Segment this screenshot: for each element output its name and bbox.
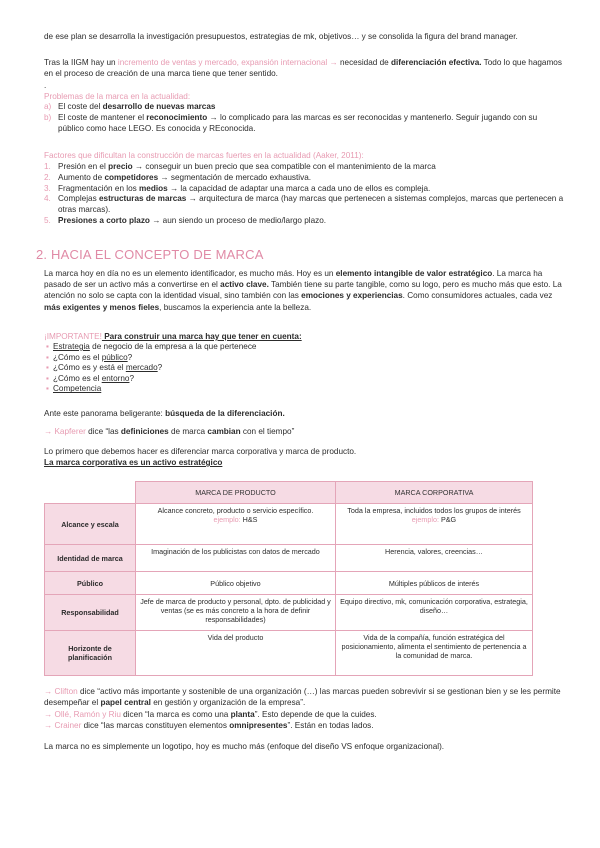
row-label: Alcance y escala — [45, 504, 136, 545]
item-text-post: ? — [157, 363, 163, 373]
factores-list — [44, 162, 564, 227]
list-marker: 5. — [44, 215, 51, 225]
item-underlined: entorno — [101, 373, 130, 383]
concepto-bold: emociones y experiencias — [301, 291, 403, 301]
intro-paragraph — [44, 31, 564, 42]
table-cell: Herencia, valores, creencias… — [335, 545, 532, 572]
example-value: H&S — [240, 515, 258, 524]
table-cell — [136, 504, 336, 545]
table-cell: Público objetivo — [136, 572, 336, 595]
problemas-title: Problemas de la marca en la actualidad: — [44, 92, 191, 101]
list-marker: b) — [44, 112, 52, 122]
importante-label: ¡IMPORTANTE! — [44, 332, 102, 341]
importante-bold: Para construir una marca hay que tener en cuenta: — [101, 332, 302, 341]
list-item — [44, 173, 564, 184]
arrow-icon: → — [44, 721, 55, 730]
example-label: ejemplo: — [213, 515, 241, 524]
author-name: Ollé, Ramón y Riu — [54, 710, 121, 719]
intro-text: de ese plan se desarrolla la investigación presupuestos, estrategias de mk, objetivos… y se consolida la figura del brand manager. — [44, 32, 518, 41]
concepto-text: . La marca ha pasado de ser un activo más a convertirse en el — [44, 269, 543, 290]
item-text-post: → segmentación de mercado exhaustiva. — [158, 172, 312, 182]
importante-list — [46, 342, 256, 395]
problemas-list — [44, 102, 564, 134]
primero-underlined: La marca corporativa es un activo estratégico — [44, 458, 223, 467]
item-bold: desarrollo de nuevas marcas — [102, 102, 216, 111]
clifton-paragraph — [44, 686, 568, 708]
item-text: Fragmentación en los — [58, 183, 140, 193]
concepto-text: La marca hoy en día no es un elemento identificador, es mucho más. Hoy es un — [44, 269, 336, 278]
final-line: La marca no es simplemente un logotipo, hoy es mucho más (enfoque del diseño VS enfoque organizacional). — [44, 742, 445, 751]
quote-text: ”. Están en todas lados. — [287, 721, 374, 730]
iigm-highlight: incremento de ventas y mercado, expansión internacional — [117, 58, 328, 67]
example-value: P&G — [438, 515, 457, 524]
list-item — [46, 384, 256, 395]
panorama-bold: búsqueda de la diferenciación. — [165, 409, 285, 418]
table-row — [45, 595, 533, 631]
item-text: El coste del — [58, 102, 103, 111]
list-item — [44, 162, 564, 173]
quote-bold: definiciones — [120, 427, 169, 436]
iigm-text-2: necesidad de — [339, 58, 391, 67]
item-bold: reconocimiento — [146, 112, 208, 122]
table-corner — [45, 482, 136, 504]
quote-text: de marca — [168, 427, 208, 436]
example-label: ejemplo: — [411, 515, 439, 524]
item-bold: precio — [108, 162, 133, 171]
item-text-post: → arquitectura de marca (hay marcas que pertenecen a sistemas complejos, marcas que pertenecen a otras marcas). — [58, 194, 564, 215]
item-text-post: → lo complicado para las marcas es ser reconocidas y mantenerlo. Seguir jugando con su público como hace LEGO. Es conocida y REconocida. — [58, 112, 538, 133]
concepto-paragraph — [44, 268, 564, 313]
column-header: MARCA DE PRODUCTO — [136, 482, 336, 504]
author-name: Clifton — [54, 687, 78, 696]
bullet-icon: ▪ — [46, 384, 49, 394]
item-underlined: Competencia — [53, 384, 102, 394]
quote-text: dice “las marcas constituyen elementos — [81, 721, 230, 730]
factores-title: Factores que dificultan la construcción de marcas fuertes en la actualidad (Aaker, 2011): — [44, 151, 364, 160]
item-text-post: → aun siendo un proceso de medio/largo plazo. — [149, 215, 327, 225]
list-item — [44, 216, 564, 227]
table-row — [45, 545, 533, 572]
item-text: ¿Cómo es el — [53, 373, 102, 383]
iigm-text-3: Todo lo que hagamos en el proceso de creación de una marca tiene que tener sentido. — [44, 58, 562, 79]
item-underlined: mercado — [125, 363, 158, 373]
row-label: Responsabilidad — [45, 595, 136, 631]
list-marker: 1. — [44, 162, 51, 171]
table-row — [45, 572, 533, 595]
primero-line: Lo primero que debemos hacer es diferenciar marca corporativa y marca de producto. — [44, 447, 357, 456]
item-text: Aumento de — [58, 172, 105, 182]
quote-bold: omnipresentes — [229, 721, 288, 730]
table-cell: Jefe de marca de producto y personal, dpto. de publicidad y ventas (se es más concreto a la hora de definir responsabilidades) — [136, 595, 336, 631]
quote-text: ”. Esto depende de que la cuides. — [254, 710, 377, 719]
iigm-bold: diferenciación efectiva. — [390, 58, 482, 67]
cell-text: Alcance concreto, producto o servicio específico. — [157, 506, 314, 515]
list-item — [44, 194, 564, 216]
item-text-post: ? — [127, 352, 133, 362]
iigm-paragraph — [44, 57, 564, 79]
concepto-bold: elemento intangible de valor estratégico — [335, 269, 493, 278]
table-row — [45, 631, 533, 676]
item-text: ¿Cómo es el — [53, 352, 102, 362]
quote-text: con el tiempo” — [240, 427, 295, 436]
table-cell — [335, 504, 532, 545]
iigm-text: Tras la IIGM hay un — [44, 58, 118, 67]
item-text-post: ? — [129, 373, 135, 383]
list-marker: a) — [44, 102, 52, 111]
table-cell: Múltiples públicos de interés — [335, 572, 532, 595]
table-header-row — [45, 482, 533, 504]
list-marker: 4. — [44, 194, 51, 204]
arrow-icon: → — [44, 710, 55, 719]
item-underlined: público — [101, 352, 128, 362]
bullet-icon: ▪ — [46, 363, 49, 373]
concepto-bold: activo clave. — [220, 280, 269, 290]
list-item — [44, 102, 564, 113]
item-bold: Presiones a corto plazo — [58, 215, 150, 225]
item-text: Presión en el — [58, 162, 109, 171]
list-item — [44, 113, 564, 135]
table-cell: Vida del producto — [136, 631, 336, 676]
table-cell: Vida de la compañía, función estratégica del posicionamiento, alimenta el sentimiento de pertenencia a la comunidad de marca. — [335, 631, 532, 676]
row-label: Horizonte de planificación — [45, 631, 136, 676]
quote-bold: cambian — [207, 427, 241, 436]
item-bold: estructuras de marcas — [98, 194, 187, 204]
kapferer-line — [44, 426, 294, 437]
list-item — [44, 184, 564, 195]
arrow-icon: → — [44, 427, 55, 436]
crainer-line — [44, 720, 374, 731]
concepto-text: . Como consumidores actuales, cada vez — [402, 291, 553, 301]
stray-dot: . — [44, 81, 47, 90]
list-marker: 2. — [44, 172, 51, 182]
bullet-icon: ▪ — [46, 373, 49, 383]
bullet-icon: ▪ — [46, 352, 49, 362]
comparison-table — [44, 481, 533, 676]
list-item — [46, 363, 256, 374]
quote-bold: planta — [230, 710, 255, 719]
row-label: Público — [45, 572, 136, 595]
quote-text: dicen “la marca es como una — [120, 710, 231, 719]
item-underlined: Estrategia — [53, 342, 90, 351]
item-text: El coste de mantener el — [58, 112, 147, 122]
list-item — [46, 342, 256, 353]
section-heading: 2. HACIA EL CONCEPTO DE MARCA — [36, 247, 264, 262]
quote-bold: papel central — [100, 698, 151, 708]
importante-line — [44, 331, 302, 342]
column-header: MARCA CORPORATIVA — [335, 482, 532, 504]
quote-text: dice “activo más importante y sostenible de una organización (…) las marcas pueden sobrevivir si se gestionan bien y se les permite desempeñar el — [44, 687, 561, 708]
item-text-post: → conseguir un buen precio que sea compatible con el mantenimiento de la marca — [132, 162, 436, 171]
olle-line — [44, 709, 377, 720]
arrow-icon: → — [44, 687, 55, 696]
panorama-text: Ante este panorama beligerante: — [44, 409, 166, 418]
bullet-icon: ▪ — [46, 342, 49, 351]
author-name: Kapferer — [54, 427, 86, 436]
item-text: Complejas — [58, 194, 99, 204]
item-bold: medios — [139, 183, 168, 193]
item-bold: competidores — [104, 172, 159, 182]
item-text-post: de negocio de la empresa a la que pertenece — [89, 342, 257, 351]
concepto-text: También tiene su parte tangible, como su logo, pero es mucho más que esto. La atención no solo se capta con la identidad visual, sino también con las — [44, 280, 562, 301]
arrow-icon: → — [327, 58, 340, 67]
concepto-text: , buscamos la experiencia ante la belleza. — [159, 302, 312, 312]
table-cell: Equipo directivo, mk, comunicación corporativa, estrategia, diseño… — [335, 595, 532, 631]
author-name: Crainer — [54, 721, 82, 730]
cell-text: Toda la empresa, incluidos todos los grupos de interés — [347, 506, 521, 515]
item-text-post: → la capacidad de adaptar una marca a cada uno de ellos es compleja. — [167, 183, 431, 193]
concepto-bold: más exigentes y menos fieles — [44, 302, 160, 312]
table-cell: Imaginación de los publicistas con datos de mercado — [136, 545, 336, 572]
quote-text: en gestión y organización de la empresa”. — [150, 698, 306, 708]
list-item — [46, 353, 256, 364]
panorama-line — [44, 408, 285, 419]
table-row — [45, 504, 533, 545]
list-marker: 3. — [44, 183, 51, 193]
list-item — [46, 374, 256, 385]
row-label: Identidad de marca — [45, 545, 136, 572]
quote-text: dice “las — [85, 427, 121, 436]
item-text: ¿Cómo es y está el — [53, 363, 126, 373]
